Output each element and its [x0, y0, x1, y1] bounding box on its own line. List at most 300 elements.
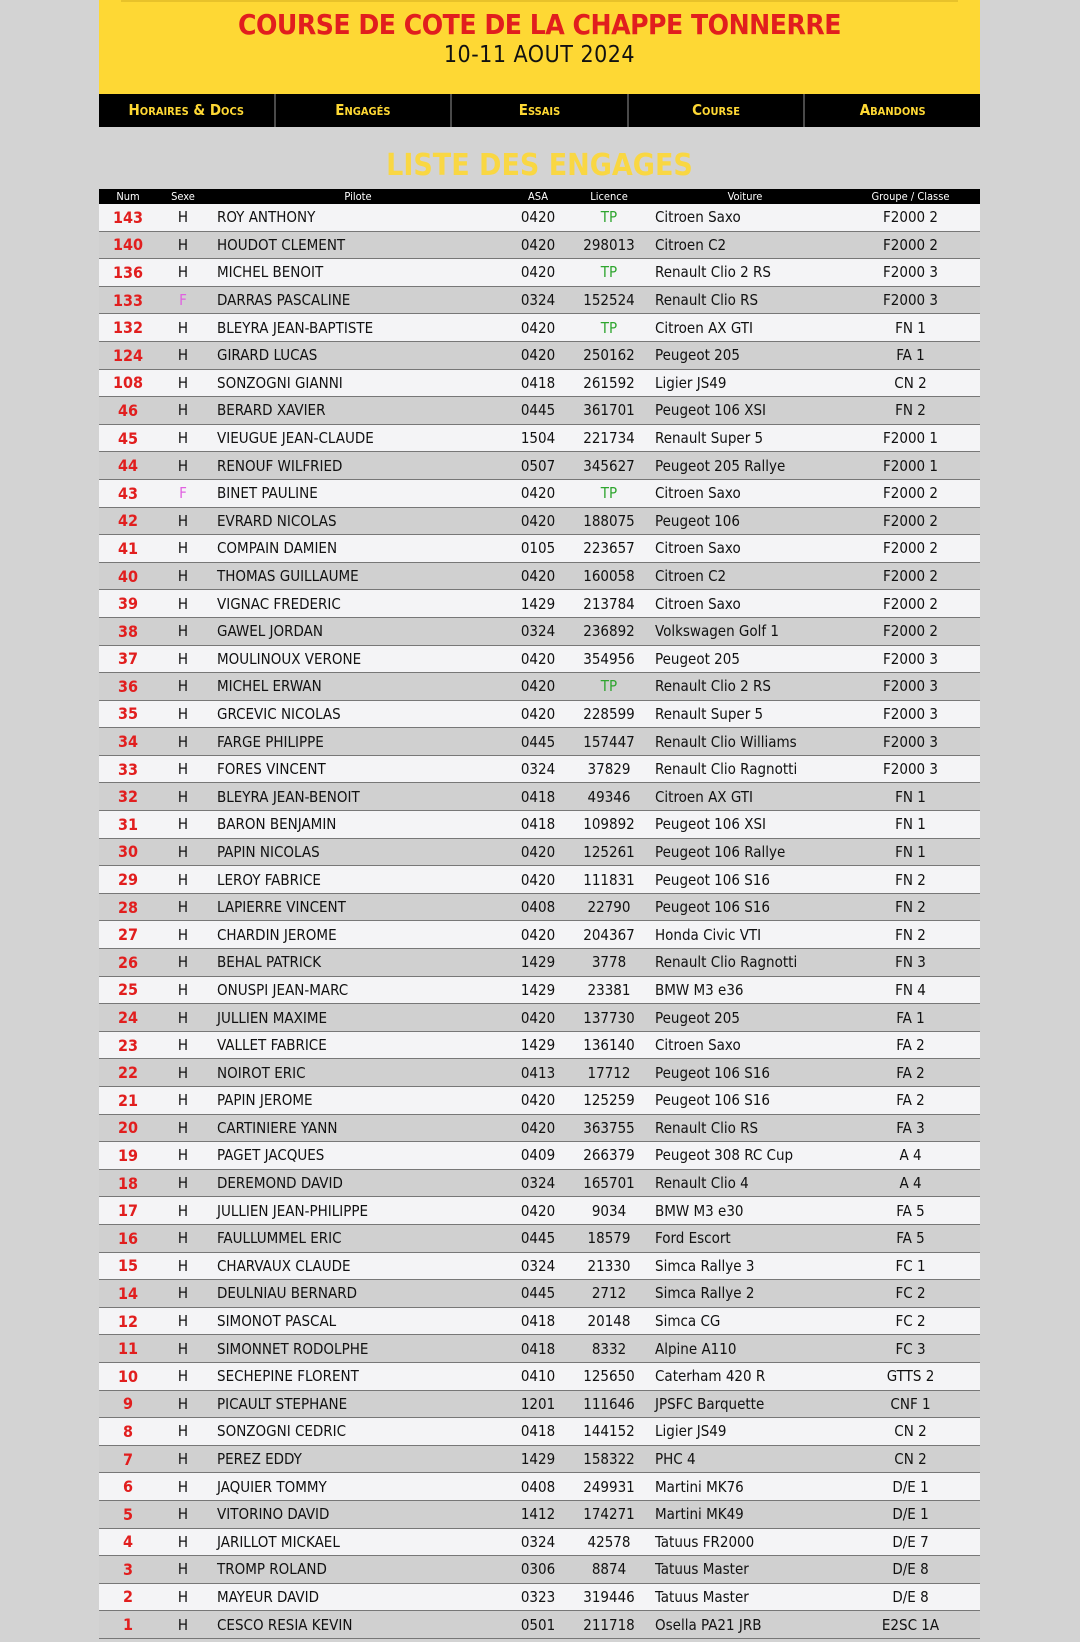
cell-groupe: FA 1 [841, 341, 980, 369]
cell-pilote: BINET PAULINE [209, 479, 507, 507]
cell-groupe: FA 2 [841, 1031, 980, 1059]
cell-asa: 0445 [507, 397, 569, 425]
cell-num: 124 [99, 341, 157, 369]
cell-sexe: H [157, 1335, 209, 1363]
cell-num: 9 [99, 1390, 157, 1418]
cell-asa: 0420 [507, 673, 569, 701]
col-header-groupe: Groupe / Classe [841, 189, 980, 204]
cell-asa: 0324 [507, 1528, 569, 1556]
cell-asa: 0420 [507, 1004, 569, 1032]
cell-asa: 0507 [507, 452, 569, 480]
cell-num: 44 [99, 452, 157, 480]
cell-num: 45 [99, 424, 157, 452]
cell-voiture: Citroen C2 [649, 231, 841, 259]
cell-num: 32 [99, 783, 157, 811]
cell-pilote: MAYEUR DAVID [209, 1583, 507, 1611]
cell-groupe: FN 2 [841, 893, 980, 921]
cell-asa: 0410 [507, 1362, 569, 1390]
table-row [99, 479, 980, 507]
cell-pilote: LAPIERRE VINCENT [209, 893, 507, 921]
cell-licence: 109892 [569, 811, 649, 839]
cell-asa: 0420 [507, 1197, 569, 1225]
cell-voiture: Citroen Saxo [649, 479, 841, 507]
cell-licence: 345627 [569, 452, 649, 480]
cell-num: 18 [99, 1169, 157, 1197]
cell-voiture: Renault Clio Ragnotti [649, 949, 841, 977]
cell-num: 2 [99, 1583, 157, 1611]
cell-voiture: Renault Clio RS [649, 1114, 841, 1142]
nav-course[interactable]: Course [629, 94, 806, 127]
cell-sexe: H [157, 783, 209, 811]
cell-voiture: Renault Super 5 [649, 700, 841, 728]
cell-sexe: H [157, 811, 209, 839]
cell-asa: 1429 [507, 590, 569, 618]
cell-asa: 0413 [507, 1059, 569, 1087]
cell-licence: 20148 [569, 1307, 649, 1335]
cell-pilote: DEREMOND DAVID [209, 1169, 507, 1197]
cell-sexe: H [157, 1224, 209, 1252]
cell-groupe: D/E 8 [841, 1556, 980, 1584]
cell-asa: 1429 [507, 949, 569, 977]
cell-licence: 125650 [569, 1362, 649, 1390]
cell-licence: 361701 [569, 397, 649, 425]
cell-num: 143 [99, 204, 157, 231]
cell-licence: 249931 [569, 1473, 649, 1501]
cell-licence: 17712 [569, 1059, 649, 1087]
cell-num: 5 [99, 1500, 157, 1528]
cell-groupe: FN 1 [841, 811, 980, 839]
cell-pilote: HOUDOT CLEMENT [209, 231, 507, 259]
table-row [99, 1224, 980, 1252]
cell-num: 17 [99, 1197, 157, 1225]
cell-asa: 0420 [507, 645, 569, 673]
cell-asa: 0420 [507, 314, 569, 342]
cell-sexe: H [157, 1528, 209, 1556]
cell-sexe: H [157, 397, 209, 425]
table-row [99, 1473, 980, 1501]
table-row [99, 645, 980, 673]
cell-sexe: H [157, 535, 209, 563]
cell-asa: 0445 [507, 1280, 569, 1308]
cell-groupe: F2000 2 [841, 479, 980, 507]
cell-groupe: CN 2 [841, 1445, 980, 1473]
table-row [99, 1307, 980, 1335]
cell-groupe: FA 2 [841, 1059, 980, 1087]
table-row [99, 1087, 980, 1115]
cell-asa: 1201 [507, 1390, 569, 1418]
cell-pilote: CHARDIN JEROME [209, 921, 507, 949]
cell-voiture: Citroen Saxo [649, 590, 841, 618]
cell-groupe: FC 1 [841, 1252, 980, 1280]
cell-asa: 0306 [507, 1556, 569, 1584]
cell-asa: 0420 [507, 838, 569, 866]
cell-voiture: Citroen Saxo [649, 204, 841, 231]
table-row [99, 1611, 980, 1639]
cell-sexe: H [157, 1611, 209, 1639]
cell-asa: 0420 [507, 921, 569, 949]
cell-pilote: ONUSPI JEAN-MARC [209, 976, 507, 1004]
cell-sexe: H [157, 1142, 209, 1170]
cell-pilote: PAPIN NICOLAS [209, 838, 507, 866]
cell-pilote: BARON BENJAMIN [209, 811, 507, 839]
cell-groupe: FN 2 [841, 866, 980, 894]
cell-groupe: D/E 7 [841, 1528, 980, 1556]
cell-licence: 111831 [569, 866, 649, 894]
table-row [99, 314, 980, 342]
cell-groupe: FA 2 [841, 1087, 980, 1115]
cell-pilote: MICHEL BENOIT [209, 259, 507, 287]
table-row [99, 231, 980, 259]
table-row [99, 452, 980, 480]
cell-asa: 0501 [507, 1611, 569, 1639]
cell-sexe: H [157, 728, 209, 756]
cell-asa: 0420 [507, 866, 569, 894]
cell-num: 11 [99, 1335, 157, 1363]
table-row [99, 1418, 980, 1446]
cell-licence: TP [569, 673, 649, 701]
cell-licence: TP [569, 259, 649, 287]
cell-groupe: F2000 3 [841, 673, 980, 701]
cell-pilote: GAWEL JORDAN [209, 617, 507, 645]
cell-groupe: FN 2 [841, 921, 980, 949]
cell-asa: 0420 [507, 204, 569, 231]
cell-licence: 125259 [569, 1087, 649, 1115]
cell-voiture: BMW M3 e36 [649, 976, 841, 1004]
cell-num: 23 [99, 1031, 157, 1059]
cell-voiture: Citroen AX GTI [649, 783, 841, 811]
cell-asa: 0409 [507, 1142, 569, 1170]
cell-pilote: SECHEPINE FLORENT [209, 1362, 507, 1390]
cell-sexe: H [157, 1556, 209, 1584]
cell-groupe: FN 1 [841, 783, 980, 811]
cell-asa: 0324 [507, 286, 569, 314]
cell-sexe: H [157, 1500, 209, 1528]
cell-voiture: Tatuus Master [649, 1583, 841, 1611]
cell-num: 16 [99, 1224, 157, 1252]
cell-voiture: BMW M3 e30 [649, 1197, 841, 1225]
table-row [99, 562, 980, 590]
page-title: COURSE DE COTE DE LA CHAPPE TONNERRE [238, 8, 841, 41]
cell-pilote: EVRARD NICOLAS [209, 507, 507, 535]
cell-sexe: H [157, 673, 209, 701]
cell-groupe: F2000 2 [841, 231, 980, 259]
cell-licence: 37829 [569, 755, 649, 783]
cell-voiture: Renault Clio 2 RS [649, 673, 841, 701]
cell-num: 28 [99, 893, 157, 921]
cell-sexe: H [157, 755, 209, 783]
cell-voiture: Citroen C2 [649, 562, 841, 590]
cell-groupe: F2000 2 [841, 562, 980, 590]
cell-pilote: PEREZ EDDY [209, 1445, 507, 1473]
cell-sexe: H [157, 1059, 209, 1087]
cell-groupe: FA 5 [841, 1197, 980, 1225]
nav-essais[interactable]: Essais [452, 94, 629, 127]
cell-licence: 9034 [569, 1197, 649, 1225]
header-banner [99, 0, 980, 94]
cell-sexe: H [157, 1280, 209, 1308]
table-row [99, 535, 980, 563]
cell-pilote: CESCO RESIA KEVIN [209, 1611, 507, 1639]
nav-bar [99, 94, 980, 127]
cell-licence: 223657 [569, 535, 649, 563]
table-row [99, 838, 980, 866]
table-row [99, 1004, 980, 1032]
table-row [99, 1031, 980, 1059]
cell-groupe: CNF 1 [841, 1390, 980, 1418]
cell-pilote: SIMONNET RODOLPHE [209, 1335, 507, 1363]
cell-sexe: H [157, 1252, 209, 1280]
cell-sexe: H [157, 1197, 209, 1225]
cell-pilote: FORES VINCENT [209, 755, 507, 783]
table-row [99, 1169, 980, 1197]
table-row [99, 397, 980, 425]
col-header-voiture: Voiture [649, 189, 841, 204]
cell-num: 37 [99, 645, 157, 673]
cell-asa: 0420 [507, 1087, 569, 1115]
table-row [99, 1445, 980, 1473]
cell-voiture: Renault Clio 4 [649, 1169, 841, 1197]
cell-groupe: FN 1 [841, 314, 980, 342]
cell-asa: 0418 [507, 783, 569, 811]
cell-groupe: FC 2 [841, 1307, 980, 1335]
cell-num: 33 [99, 755, 157, 783]
cell-sexe: H [157, 507, 209, 535]
cell-asa: 0420 [507, 700, 569, 728]
cell-num: 30 [99, 838, 157, 866]
cell-groupe: D/E 1 [841, 1473, 980, 1501]
cell-sexe: H [157, 231, 209, 259]
cell-groupe: FC 3 [841, 1335, 980, 1363]
cell-asa: 0445 [507, 728, 569, 756]
cell-sexe: H [157, 369, 209, 397]
cell-pilote: SONZOGNI CEDRIC [209, 1418, 507, 1446]
header-top-line [121, 0, 958, 2]
cell-asa: 0418 [507, 1335, 569, 1363]
table-row [99, 369, 980, 397]
cell-voiture: Peugeot 106 [649, 507, 841, 535]
cell-pilote: CHARVAUX CLAUDE [209, 1252, 507, 1280]
cell-voiture: Simca Rallye 2 [649, 1280, 841, 1308]
cell-voiture: Renault Clio RS [649, 286, 841, 314]
cell-licence: 298013 [569, 231, 649, 259]
cell-voiture: Honda Civic VTI [649, 921, 841, 949]
table-row [99, 783, 980, 811]
cell-asa: 0418 [507, 1307, 569, 1335]
cell-groupe: F2000 2 [841, 204, 980, 231]
cell-asa: 0420 [507, 1114, 569, 1142]
cell-num: 35 [99, 700, 157, 728]
cell-voiture: Alpine A110 [649, 1335, 841, 1363]
cell-pilote: BLEYRA JEAN-BENOIT [209, 783, 507, 811]
cell-sexe: H [157, 1473, 209, 1501]
cell-num: 46 [99, 397, 157, 425]
cell-voiture: Caterham 420 R [649, 1362, 841, 1390]
cell-pilote: SIMONOT PASCAL [209, 1307, 507, 1335]
cell-num: 108 [99, 369, 157, 397]
table-row [99, 1197, 980, 1225]
cell-voiture: Renault Super 5 [649, 424, 841, 452]
table-row [99, 893, 980, 921]
cell-num: 22 [99, 1059, 157, 1087]
table-row [99, 700, 980, 728]
cell-voiture: Simca CG [649, 1307, 841, 1335]
cell-pilote: MICHEL ERWAN [209, 673, 507, 701]
cell-sexe: H [157, 700, 209, 728]
cell-sexe: H [157, 1031, 209, 1059]
cell-licence: 2712 [569, 1280, 649, 1308]
cell-sexe: F [157, 286, 209, 314]
cell-pilote: PAPIN JEROME [209, 1087, 507, 1115]
cell-pilote: VITORINO DAVID [209, 1500, 507, 1528]
table-row [99, 921, 980, 949]
cell-licence: TP [569, 204, 649, 231]
cell-pilote: JARILLOT MICKAEL [209, 1528, 507, 1556]
cell-pilote: BLEYRA JEAN-BAPTISTE [209, 314, 507, 342]
cell-num: 132 [99, 314, 157, 342]
cell-licence: 8332 [569, 1335, 649, 1363]
event-dates: 10-11 AOUT 2024 [443, 42, 636, 68]
cell-num: 31 [99, 811, 157, 839]
cell-asa: 1429 [507, 976, 569, 1004]
table-row [99, 673, 980, 701]
cell-groupe: F2000 3 [841, 259, 980, 287]
nav-horaires-docs[interactable]: Horaires & Docs [99, 94, 276, 127]
cell-groupe: D/E 8 [841, 1583, 980, 1611]
cell-num: 20 [99, 1114, 157, 1142]
cell-licence: 319446 [569, 1583, 649, 1611]
table-row [99, 1500, 980, 1528]
cell-licence: 23381 [569, 976, 649, 1004]
cell-num: 42 [99, 507, 157, 535]
cell-licence: 174271 [569, 1500, 649, 1528]
cell-licence: 152524 [569, 286, 649, 314]
table-row [99, 259, 980, 287]
table-row [99, 949, 980, 977]
cell-num: 7 [99, 1445, 157, 1473]
cell-pilote: FARGE PHILIPPE [209, 728, 507, 756]
cell-licence: 3778 [569, 949, 649, 977]
table-row [99, 507, 980, 535]
table-row [99, 1362, 980, 1390]
cell-pilote: MOULINOUX VERONE [209, 645, 507, 673]
cell-groupe: F2000 2 [841, 590, 980, 618]
cell-asa: 0445 [507, 1224, 569, 1252]
cell-pilote: THOMAS GUILLAUME [209, 562, 507, 590]
cell-sexe: H [157, 1114, 209, 1142]
cell-groupe: GTTS 2 [841, 1362, 980, 1390]
cell-groupe: FN 3 [841, 949, 980, 977]
table-row [99, 811, 980, 839]
cell-sexe: H [157, 893, 209, 921]
cell-voiture: Peugeot 106 Rallye [649, 838, 841, 866]
cell-asa: 0324 [507, 755, 569, 783]
cell-groupe: F2000 2 [841, 617, 980, 645]
nav-abandons[interactable]: Abandons [859, 101, 926, 119]
cell-licence: 363755 [569, 1114, 649, 1142]
cell-asa: 1412 [507, 1500, 569, 1528]
cell-voiture: Citroen Saxo [649, 1031, 841, 1059]
table-row [99, 1114, 980, 1142]
cell-num: 15 [99, 1252, 157, 1280]
cell-voiture: Peugeot 106 S16 [649, 893, 841, 921]
cell-pilote: DEULNIAU BERNARD [209, 1280, 507, 1308]
cell-groupe: FC 2 [841, 1280, 980, 1308]
cell-num: 24 [99, 1004, 157, 1032]
cell-num: 40 [99, 562, 157, 590]
cell-num: 43 [99, 479, 157, 507]
cell-voiture: Peugeot 106 S16 [649, 1087, 841, 1115]
cell-pilote: SONZOGNI GIANNI [209, 369, 507, 397]
cell-groupe: F2000 1 [841, 452, 980, 480]
cell-pilote: ROY ANTHONY [209, 204, 507, 231]
cell-pilote: JAQUIER TOMMY [209, 1473, 507, 1501]
cell-groupe: FN 2 [841, 397, 980, 425]
cell-licence: 18579 [569, 1224, 649, 1252]
cell-voiture: PHC 4 [649, 1445, 841, 1473]
cell-licence: 49346 [569, 783, 649, 811]
cell-licence: 22790 [569, 893, 649, 921]
cell-pilote: LEROY FABRICE [209, 866, 507, 894]
cell-pilote: JULLIEN JEAN-PHILIPPE [209, 1197, 507, 1225]
cell-groupe: F2000 3 [841, 645, 980, 673]
cell-voiture: Martini MK76 [649, 1473, 841, 1501]
cell-num: 38 [99, 617, 157, 645]
cell-groupe: F2000 3 [841, 286, 980, 314]
cell-sexe: H [157, 976, 209, 1004]
cell-num: 36 [99, 673, 157, 701]
cell-asa: 1504 [507, 424, 569, 452]
cell-groupe: A 4 [841, 1142, 980, 1170]
cell-voiture: Peugeot 106 S16 [649, 1059, 841, 1087]
cell-voiture: Peugeot 106 XSI [649, 811, 841, 839]
cell-sexe: H [157, 921, 209, 949]
cell-voiture: Renault Clio 2 RS [649, 259, 841, 287]
table-row [99, 204, 980, 231]
cell-sexe: F [157, 479, 209, 507]
table-row [99, 590, 980, 618]
cell-pilote: RENOUF WILFRIED [209, 452, 507, 480]
table-row [99, 286, 980, 314]
cell-num: 8 [99, 1418, 157, 1446]
cell-groupe: CN 2 [841, 1418, 980, 1446]
table-header-row [99, 189, 980, 204]
cell-sexe: H [157, 1307, 209, 1335]
cell-sexe: H [157, 1445, 209, 1473]
cell-num: 39 [99, 590, 157, 618]
nav-engages[interactable]: Engagés [276, 94, 453, 127]
cell-voiture: Peugeot 308 RC Cup [649, 1142, 841, 1170]
cell-licence: 354956 [569, 645, 649, 673]
cell-voiture: Tatuus Master [649, 1556, 841, 1584]
cell-voiture: Simca Rallye 3 [649, 1252, 841, 1280]
cell-sexe: H [157, 204, 209, 231]
cell-sexe: H [157, 590, 209, 618]
cell-num: 133 [99, 286, 157, 314]
cell-licence: 8874 [569, 1556, 649, 1584]
cell-licence: 228599 [569, 700, 649, 728]
cell-licence: 42578 [569, 1528, 649, 1556]
cell-licence: 266379 [569, 1142, 649, 1170]
table-row [99, 728, 980, 756]
col-header-asa: ASA [507, 189, 569, 204]
cell-sexe: H [157, 1169, 209, 1197]
cell-sexe: H [157, 314, 209, 342]
cell-voiture: Ford Escort [649, 1224, 841, 1252]
cell-licence: 137730 [569, 1004, 649, 1032]
table-row [99, 866, 980, 894]
cell-pilote: GIRARD LUCAS [209, 341, 507, 369]
cell-groupe: F2000 2 [841, 507, 980, 535]
